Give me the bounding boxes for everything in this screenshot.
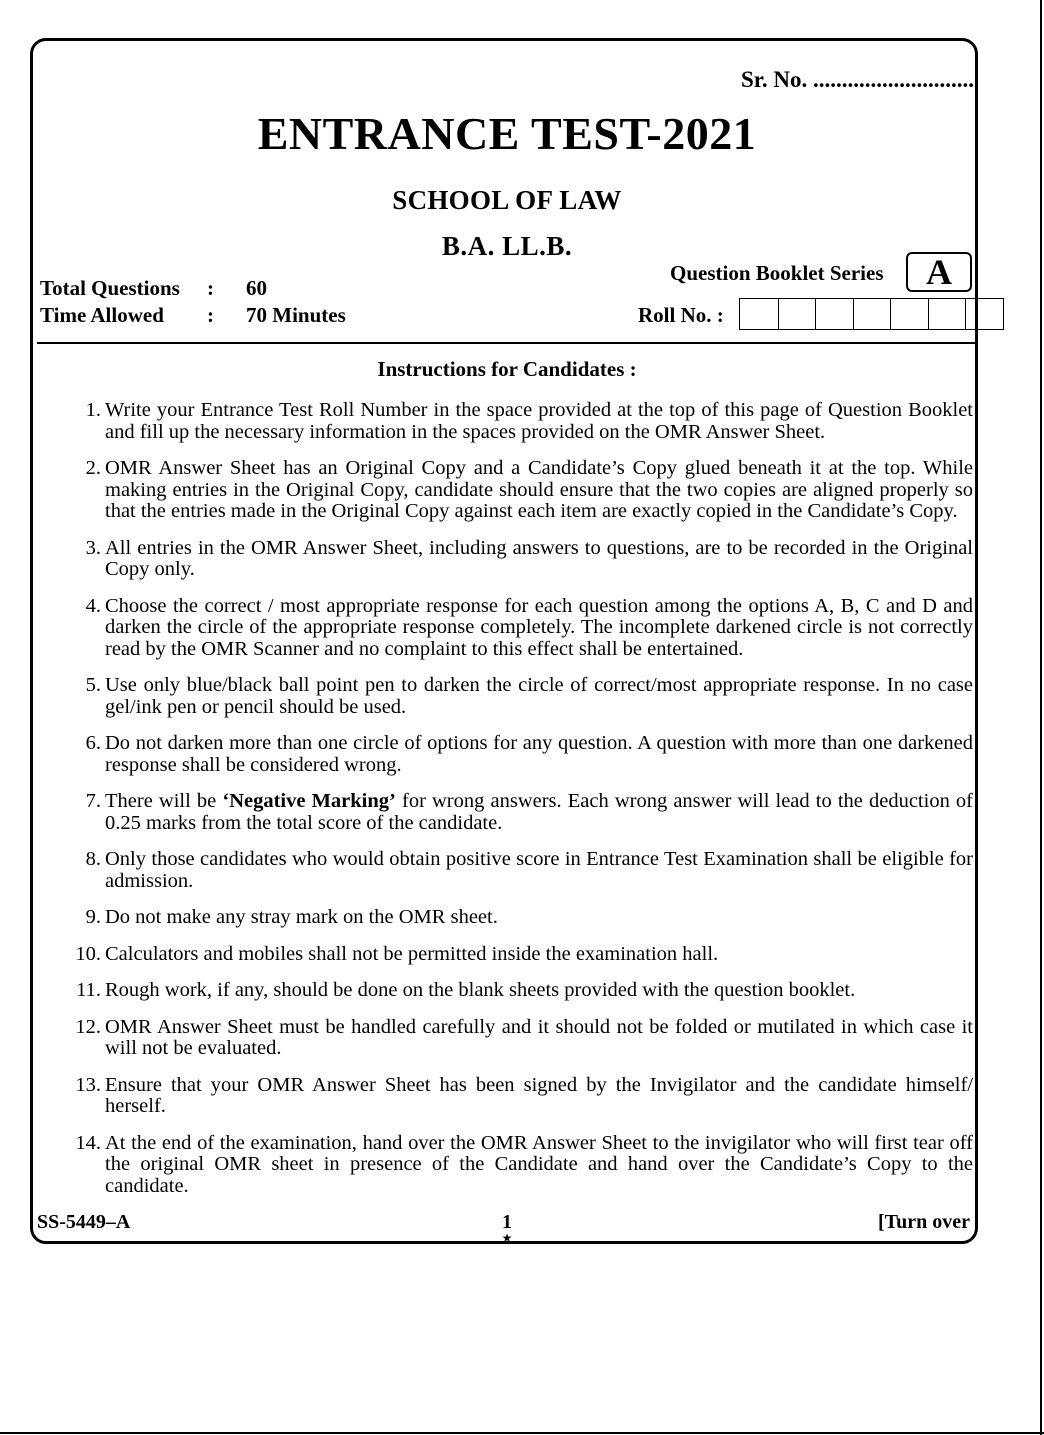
instruction-number: 11. <box>76 979 101 1001</box>
instruction-number: 1. <box>85 399 101 421</box>
instruction-text: Calculators and mobiles shall not be permitted inside the examination hall. <box>105 942 719 965</box>
page-number: 1 <box>502 1211 512 1233</box>
star-icon: ★ <box>501 1231 513 1245</box>
instruction-text: Choose the correct / most appropriate response for each question among the options A, B, C and D and darken the circle of the appropriate response completely. The incomplete darkened circle is not correctly read by the OMR Scanner and no complaint to this effect shall be entertained. <box>105 594 973 660</box>
instruction-text: Do not darken more than one circle of options for any question. A question with more than one darkened response shall be considered wrong. <box>105 732 973 776</box>
instruction-item <box>69 400 973 443</box>
page-edge-bottom <box>0 1432 1044 1434</box>
instruction-item <box>69 980 973 1002</box>
instruction-number: 8. <box>85 848 101 870</box>
roll-number-label: Roll No. : <box>638 303 724 327</box>
roll-number-box[interactable] <box>853 299 891 329</box>
instruction-text: Only those candidates who would obtain positive score in Entrance Test Examination shall be eligible for admission. <box>105 848 973 892</box>
instruction-number: 6. <box>85 732 101 754</box>
instruction-text: OMR Answer Sheet must be handled carefully and it should not be folded or mutilated in which case it will not be evaluated. <box>105 1015 973 1059</box>
booklet-series-label: Question Booklet Series <box>670 261 884 285</box>
instruction-item <box>69 944 973 966</box>
instruction-item <box>69 538 973 581</box>
instruction-number: 9. <box>85 906 101 928</box>
instruction-text: Ensure that your OMR Answer Sheet has been signed by the Invigilator and the candidate himself/ herself. <box>105 1073 973 1117</box>
time-allowed-value: 70 Minutes <box>246 303 346 327</box>
instruction-text: Rough work, if any, should be done on the blank sheets provided with the question booklet. <box>105 979 856 1001</box>
booklet-frame <box>30 38 978 1244</box>
booklet-series-badge: A <box>906 252 972 292</box>
instruction-item <box>69 596 973 661</box>
instruction-item <box>69 1017 973 1060</box>
instruction-item <box>69 1133 973 1198</box>
page-edge-right <box>1040 0 1042 1435</box>
instruction-number: 2. <box>85 457 101 479</box>
instruction-number: 14. <box>75 1131 101 1154</box>
instruction-item <box>69 791 973 834</box>
instruction-number: 13. <box>75 1073 101 1096</box>
total-questions-label: Total Questions <box>40 276 180 300</box>
instructions-list <box>69 400 973 1212</box>
instruction-number: 4. <box>85 594 101 617</box>
instruction-number: 7. <box>85 790 101 812</box>
instruction-item <box>69 1075 973 1118</box>
instruction-item <box>69 733 973 776</box>
instruction-text: Do not make any stray mark on the OMR sheet. <box>105 906 498 928</box>
time-allowed-colon: : <box>207 303 214 327</box>
instruction-text-part: for wrong answers. Each wrong answer will lead to the deduction of 0.25 marks from the total score of the candidate. <box>105 790 974 834</box>
instruction-number: 10. <box>75 942 101 965</box>
roll-number-box[interactable] <box>928 299 966 329</box>
instruction-number: 12. <box>75 1015 101 1038</box>
instruction-item <box>69 849 973 892</box>
booklet-code: SS-5449–A <box>37 1211 131 1233</box>
instruction-text: Write your Entrance Test Roll Number in the space provided at the top of this page of Question Booklet and fill up the necessary information in the spaces provided on the OMR Answer Sheet. <box>105 399 973 443</box>
time-allowed-label: Time Allowed <box>40 303 164 327</box>
roll-number-box[interactable] <box>890 299 928 329</box>
instruction-text <box>105 790 973 834</box>
roll-number-box[interactable] <box>965 299 1003 329</box>
instructions-heading: Instructions for Candidates : <box>377 357 637 381</box>
instruction-text: All entries in the OMR Answer Sheet, including answers to questions, are to be recorded in the Original Copy only. <box>105 536 973 580</box>
total-questions-value: 60 <box>246 276 267 300</box>
instruction-text-part: There will be <box>105 790 223 812</box>
negative-marking-emphasis: ‘Negative Marking’ <box>222 790 396 812</box>
serial-number: Sr. No. ............................ <box>741 67 974 92</box>
total-questions-colon: : <box>207 276 214 300</box>
course-name: B.A. LL.B. <box>441 231 573 261</box>
roll-number-box[interactable] <box>815 299 853 329</box>
instruction-item <box>69 675 973 718</box>
instruction-item <box>69 907 973 929</box>
instruction-text: At the end of the examination, hand over the OMR Answer Sheet to the invigilator who will first tear off the original OMR sheet in presence of the Candidate and hand over the Candidate’s Copy to the candidate. <box>105 1131 973 1197</box>
turn-over-note: [Turn over <box>878 1211 971 1233</box>
roll-number-box[interactable] <box>740 299 778 329</box>
instruction-text: Use only blue/black ball point pen to darken the circle of correct/most appropriate response. In no case gel/ink pen or pencil should be used. <box>105 674 973 718</box>
roll-number-grid <box>739 298 1004 330</box>
instruction-text: OMR Answer Sheet has an Original Copy and a Candidate’s Copy glued beneath it at the top. While making entries in the Original Copy, candidate should ensure that the two copies are aligned properly so that the entries made in the Original Copy against each item are exactly copied in the Candidate’s Copy. <box>105 457 973 522</box>
page-title: ENTRANCE TEST-2021 <box>257 108 757 159</box>
school-name: SCHOOL OF LAW <box>392 185 622 215</box>
roll-number-box[interactable] <box>778 299 816 329</box>
instruction-number: 3. <box>85 536 101 559</box>
instruction-number: 5. <box>85 674 101 696</box>
instruction-item <box>69 458 973 523</box>
header-divider <box>37 342 975 344</box>
